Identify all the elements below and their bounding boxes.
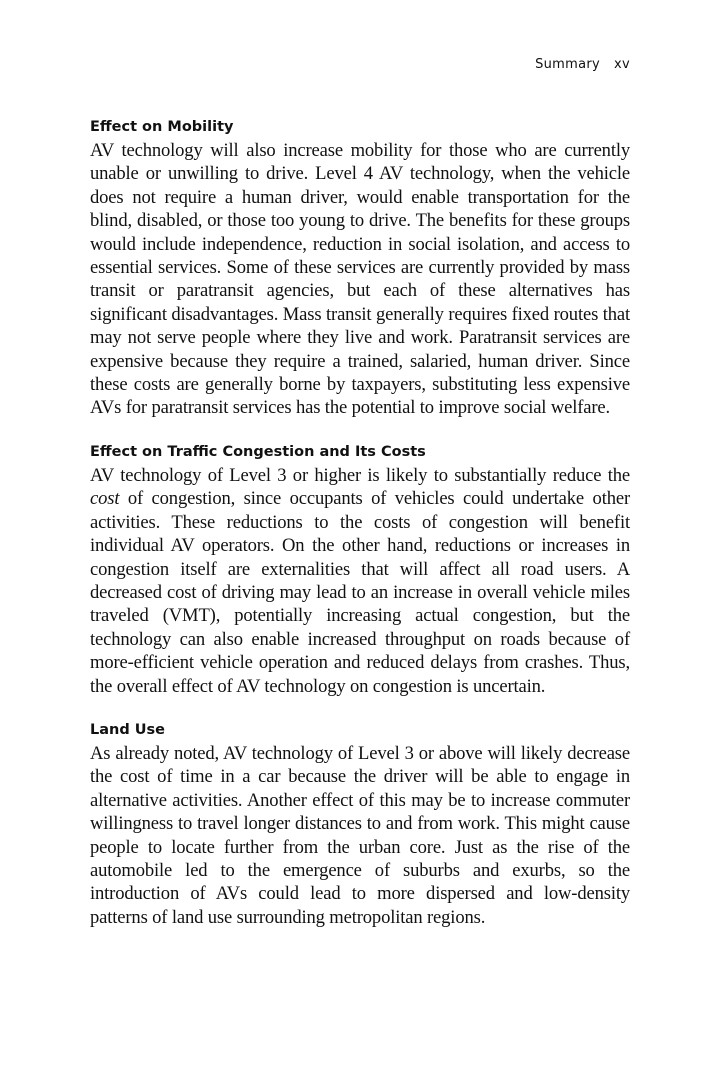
paragraph-text-start: AV technology of Level 3 or higher is likely to substantially reduce the	[90, 464, 630, 486]
section-heading: Effect on Traffic Congestion and Its Costs	[90, 443, 426, 460]
page-content	[90, 116, 630, 929]
section-heading: Land Use	[90, 721, 166, 738]
running-head-section: Summary	[535, 57, 600, 72]
page-number: xv	[614, 57, 630, 72]
section-paragraph: AV technology will also increase mobility for those who are currently unable or unwilling to drive. Level 4 AV technology, when the vehicle does not require a human driver, would enable transportation for the blind, disabled, or those too young to drive. The benefits for these groups would include independence, reduction in social isolation, and access to essential services. Some of these services are currently provided by mass transit or paratransit agencies, but each of these alternatives has significant disadvantages. Mass transit generally requires fixed routes that may not serve people where they live and work. Paratransit services are expensive because they require a trained, salaried, human driver. Since these costs are generally borne by taxpayers, substituting less expensive AVs for paratransit services has the potential to improve social welfare.	[90, 140, 630, 419]
section-paragraph: As already noted, AV technology of Level 3 or above will likely decrease the cost of time in a car because the driver will be able to engage in alternative activities. Another effect of this may be to increase commuter willingness to travel longer distances to and from work. This might cause people to locate further from the urban core. Just as the rise of the automobile led to the emergence of suburbs and exurbs, so the introduction of AVs could lead to more dispersed and low-density patterns of land use surrounding metropolitan regions.	[90, 742, 630, 928]
section-effect-on-mobility	[90, 116, 630, 420]
section-paragraph	[90, 464, 630, 698]
running-head	[535, 57, 630, 72]
section-heading: Effect on Mobility	[90, 119, 234, 135]
section-effect-on-traffic-congestion	[90, 441, 630, 698]
paragraph-text-end: of congestion, since occupants of vehicles could undertake other activities. These reductions to the costs of congestion will benefit individual AV operators. On the other hand, reductions or increases in congestion itself are externalities that will affect all road users. A decreased cost of driving may lead to an increase in overall vehicle miles traveled (VMT), potentially increasing actual congestion, but the technology can also enable increased throughput on roads because of more-efficient vehicle operation and reduced delays from crashes. Thus, the overall effect of AV technology on congestion is uncertain.	[90, 488, 630, 697]
emphasized-word: cost	[90, 488, 120, 510]
section-land-use	[90, 719, 630, 929]
